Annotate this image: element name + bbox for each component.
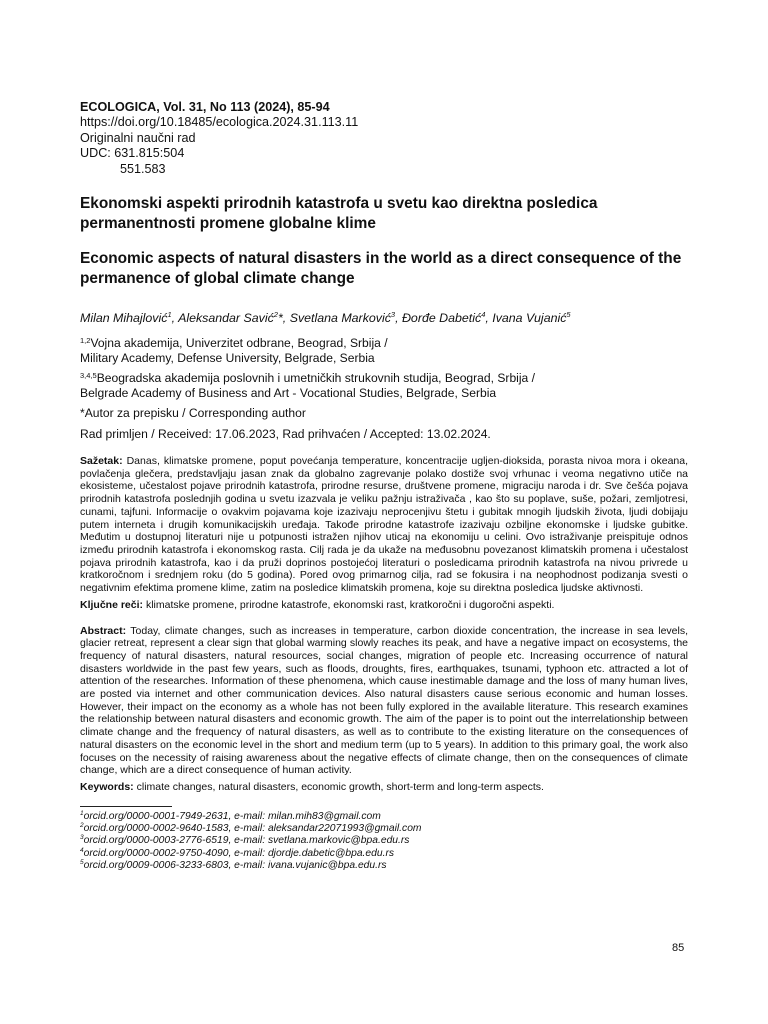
footnote-text: orcid.org/0000-0003-2776-6519, e-mail: svetlana.markovic@bpa.edu.rs bbox=[83, 835, 410, 847]
author-list bbox=[80, 310, 688, 326]
footnote-text: orcid.org/0009-0006-3233-6803, e-mail: ivana.vujanic@bpa.edu.rs bbox=[83, 859, 387, 871]
doi-link[interactable]: https://doi.org/10.18485/ecologica.2024.31.113.11 bbox=[80, 115, 359, 130]
article-page bbox=[80, 100, 688, 872]
abstract-label: Sažetak: bbox=[80, 455, 123, 468]
footnote-separator bbox=[80, 806, 172, 807]
keywords-label: Keywords: bbox=[80, 780, 134, 793]
abstract-english bbox=[80, 625, 688, 777]
footnote-sup: 2 bbox=[80, 821, 84, 829]
abstract-serbian bbox=[80, 455, 688, 595]
title-english: Economic aspects of natural disasters in the world as a direct consequence of the permanence of global climate change bbox=[80, 250, 682, 288]
footnote-sup: 1 bbox=[80, 809, 84, 817]
author-sup: 5 bbox=[566, 310, 571, 320]
author-separator: , bbox=[395, 311, 402, 326]
author-sup: 3 bbox=[390, 310, 396, 320]
author-separator: , bbox=[485, 311, 493, 326]
author-name: Milan Mihajlović bbox=[80, 311, 168, 326]
abstract-label: Abstract: bbox=[80, 624, 127, 637]
affiliation-sup: 1,2 bbox=[80, 336, 91, 346]
article-type: Originalni naučni rad bbox=[80, 130, 196, 145]
footnote bbox=[80, 860, 688, 872]
affiliation-line: Vojna akademija, Univerzitet odbrane, Beograd, Srbija / bbox=[90, 336, 388, 351]
journal-citation: ECOLOGICA, Vol. 31, No 113 (2024), 85-94 bbox=[80, 100, 330, 114]
author-separator: , bbox=[171, 311, 179, 326]
keywords-text: climate changes, natural disasters, economic growth, short-term and long-term aspects. bbox=[136, 780, 544, 793]
affiliation bbox=[80, 336, 688, 367]
footnote bbox=[80, 848, 688, 860]
abstract-text: Today, climate changes, such as increases in temperature, carbon dioxide concentration, the increase in sea levels, glacier retreat, represent a clear sign that global warming slowly reaches its peak, and have a negative impact on ecosystems, the frequency of natural disasters, natural resources, social changes, migration of people etc. Increasing occurrence of natural disasters worldwide in the past few years, such as floods, droughts, fires, earthquakes, tsunami, typhoon etc. attracted a lot of attention of the researches. Information of these phenomena, which cause inestimable damage and the loss of many human lives, are posted via internet and other communication devices. Also natural disasters cause serious economic and human losses. However, their impact on the economy as a whole has not been fully explored in the available literature. This research examines the relationship between natural disasters and economic growth. The aim of the paper is to point out the interrelationship between climate change and the frequency of natural disasters, as well as to contribute to the existing literature on the consequences of natural disasters on the economic level in the short and medium term (up to 5 years). In addition to this primary goal, the work also focuses on the necessity of raising awareness about the negative effects of climate change, then on the consequences of climate change, which are a direct consequence of human activity. bbox=[80, 624, 688, 777]
footnote-text: orcid.org/0000-0002-9750-4090, e-mail: djordje.dabetic@bpa.edu.rs bbox=[83, 847, 395, 859]
keywords-text: klimatske promene, prirodne katastrofe, ekonomski rast, kratkoročni i dugoročni aspekti. bbox=[145, 598, 555, 611]
author-name: Ivana Vujanić bbox=[492, 311, 567, 326]
keywords-english bbox=[80, 781, 688, 794]
author-name: Svetlana Marković bbox=[289, 311, 391, 326]
article-header bbox=[80, 100, 688, 177]
author-name: Aleksandar Savić bbox=[178, 311, 274, 326]
udc-code: UDC: 631.815:504 bbox=[80, 146, 185, 161]
footnotes bbox=[80, 811, 688, 872]
title-serbian: Ekonomski aspekti prirodnih katastrofa u svetu kao direktna posledica permanentnosti promene globalne klime bbox=[80, 195, 598, 233]
footnote bbox=[80, 823, 688, 835]
abstract-text: Danas, klimatske promene, poput povećanja temperature, koncentracije ugljen-dioksida, porasta nivoa mora i okeana, povlačenja glečera, predstavljaju jasan znak da globalno zagrevanje polako dostiže svoj vrhunac i veoma negativno utiče na ekosisteme, učestalost pojave prirodnih katastrofa, prirodne resurse, društvene promene, migraciju naroda i dr. Sve češća pojava prirodnih katastrofa poslednjih godina u svetu izazvala je veliku pažnju istraživača , kao što su poplave, suše, požari, zemljotresi, cunami, tajfuni. Informacije o ovakvim pojavama koje izazivaju neprocenjivu štetu i gubitak mnogih ljudskih života, ljudi dobijaju putem interneta i drugih komunikacijskih uređaja. Takođe prirodne katastrofe izazivaju ozbiljne ekonomske i ljudske gubitke. Međutim u dostupnoj literaturi nije u potpunosti istražen njihov uticaj na ekonomiju u celini. Ovo istraživanje preispituje odnos između prirodnih katastrofa i ekonomskog rasta. Cilj rada je da ukaže na međusobnu povezanost klimatskih promena i učestalost pojava prirodnih katastrofa, kao i da pruži doprinos postojećoj literaturi o posledicama prirodnih katastrofa na nivou privrede u kratkoročnom i srednjem roku (do 5 godina). Pored ovog primarnog cilja, rad se fokusira i na neophodnost podizanja svesti o negativnim efektima promene klime, zatim na posledice klimatskih promena, koje su direktna posledica ljudske aktivnosti. bbox=[80, 455, 688, 595]
author-separator: *, bbox=[277, 311, 290, 326]
author-sup: 2 bbox=[273, 310, 278, 320]
corresponding-author-note: *Autor za prepisku / Corresponding author bbox=[80, 405, 306, 420]
keywords-serbian bbox=[80, 599, 688, 612]
author-sup: 1 bbox=[167, 310, 172, 320]
footnote-text: orcid.org/0000-0002-9640-1583, e-mail: aleksandar22071993@gmail.com bbox=[83, 822, 422, 834]
footnote-sup: 3 bbox=[80, 834, 84, 842]
affiliations bbox=[80, 336, 688, 421]
affiliation-sup: 3,4,5 bbox=[80, 370, 97, 380]
author-sup: 4 bbox=[481, 310, 486, 320]
affiliation-line: Belgrade Academy of Business and Art - Vocational Studies, Belgrade, Serbia bbox=[80, 386, 497, 401]
affiliation-line: Military Academy, Defense University, Belgrade, Serbia bbox=[80, 351, 375, 366]
footnote-text: orcid.org/0000-0001-7949-2631, e-mail: milan.mih83@gmail.com bbox=[83, 810, 381, 822]
keywords-label: Ključne reči: bbox=[80, 598, 144, 611]
footnote-sup: 4 bbox=[80, 846, 84, 854]
udc-code-continued: 551.583 bbox=[120, 161, 166, 176]
footnote bbox=[80, 811, 688, 823]
footnote bbox=[80, 835, 688, 847]
received-accepted-dates: Rad primljen / Received: 17.06.2023, Rad prihvaćen / Accepted: 13.02.2024. bbox=[80, 427, 491, 442]
footnote-sup: 5 bbox=[80, 858, 84, 866]
affiliation-line: Beogradska akademija poslovnih i umetničkih strukovnih studija, Beograd, Srbija / bbox=[96, 370, 535, 385]
affiliation bbox=[80, 371, 688, 402]
page-number: 85 bbox=[672, 942, 685, 954]
author-name: Đorđe Dabetić bbox=[401, 311, 482, 326]
